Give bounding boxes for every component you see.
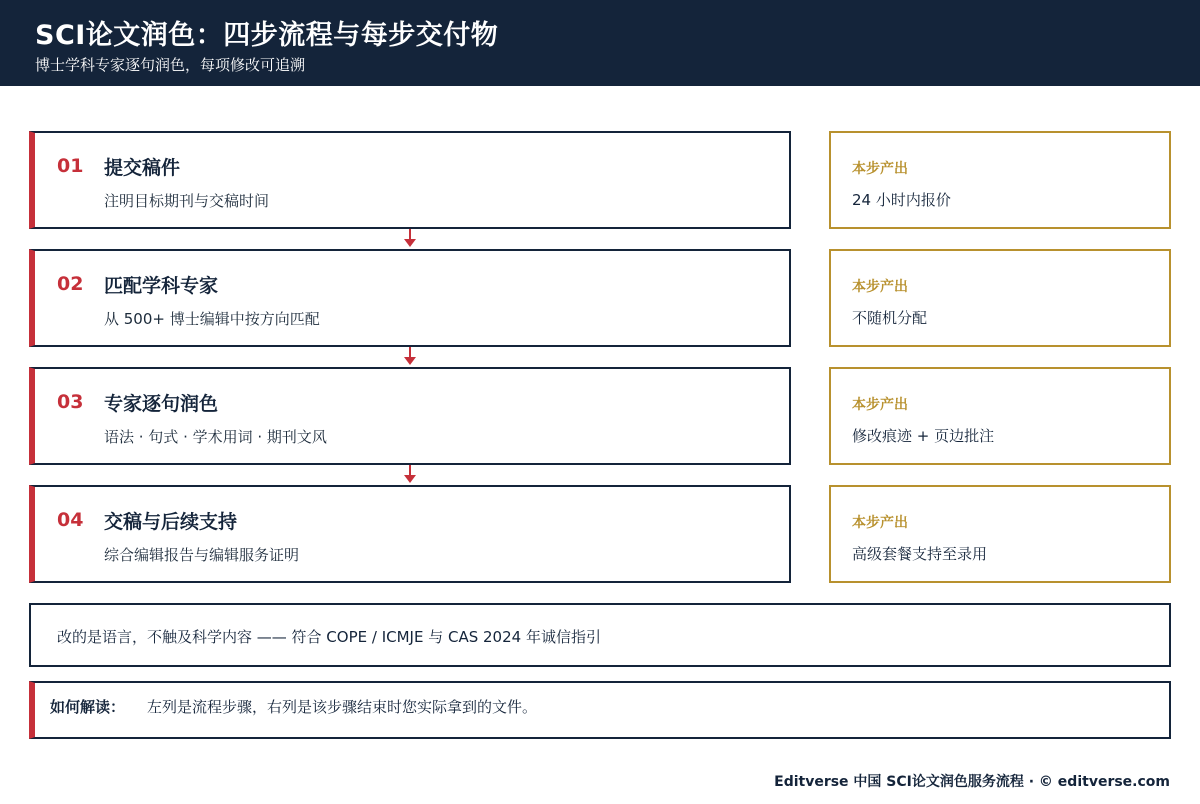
step-number: 04 [57, 509, 84, 531]
step-card-3 [29, 367, 791, 465]
output-card-2 [829, 249, 1171, 347]
step-title: 专家逐句润色 [104, 393, 219, 415]
down-arrow-icon [403, 347, 417, 367]
output-card-3 [829, 367, 1171, 465]
down-arrow-icon [403, 229, 417, 249]
integrity-note-text: 改的是语言，不触及科学内容 —— 符合 COPE / ICMJE 与 CAS 2024 年诚信指引 [57, 628, 601, 646]
step-card-1 [29, 131, 791, 229]
down-arrow-icon [403, 465, 417, 485]
step-title: 匹配学科专家 [104, 275, 219, 297]
step-title: 提交稿件 [104, 157, 181, 179]
output-value: 24 小时内报价 [852, 191, 951, 209]
step-description: 从 500+ 博士编辑中按方向匹配 [104, 310, 320, 328]
output-label: 本步产出 [852, 515, 908, 531]
output-label: 本步产出 [852, 397, 908, 413]
output-label: 本步产出 [852, 161, 908, 177]
output-value: 修改痕迹 + 页边批注 [852, 427, 995, 445]
step-number: 01 [57, 155, 84, 177]
step-card-4 [29, 485, 791, 583]
step-title: 交稿与后续支持 [104, 511, 238, 533]
step-number: 03 [57, 391, 84, 413]
output-card-4 [829, 485, 1171, 583]
how-to-read-box [29, 681, 1171, 739]
output-card-1 [829, 131, 1171, 229]
how-to-read-text: 左列是流程步骤，右列是该步骤结束时您实际拿到的文件。 [147, 698, 538, 716]
step-description: 综合编辑报告与编辑服务证明 [104, 546, 300, 564]
output-value: 不随机分配 [852, 309, 928, 327]
page-title: SCI论文润色：四步流程与每步交付物 [35, 20, 499, 51]
output-label: 本步产出 [852, 279, 908, 295]
step-description: 语法 · 句式 · 学术用词 · 期刊文风 [104, 428, 327, 446]
page-subtitle: 博士学科专家逐句润色，每项修改可追溯 [35, 56, 306, 74]
how-to-read-label: 如何解读： [50, 698, 126, 716]
step-description: 注明目标期刊与交稿时间 [104, 192, 270, 210]
integrity-note [29, 603, 1171, 667]
step-card-2 [29, 249, 791, 347]
header-banner [0, 0, 1200, 86]
footer-credit: Editverse 中国 SCI论文润色服务流程 · © editverse.com [774, 774, 1170, 790]
output-value: 高级套餐支持至录用 [852, 545, 988, 563]
step-number: 02 [57, 273, 84, 295]
